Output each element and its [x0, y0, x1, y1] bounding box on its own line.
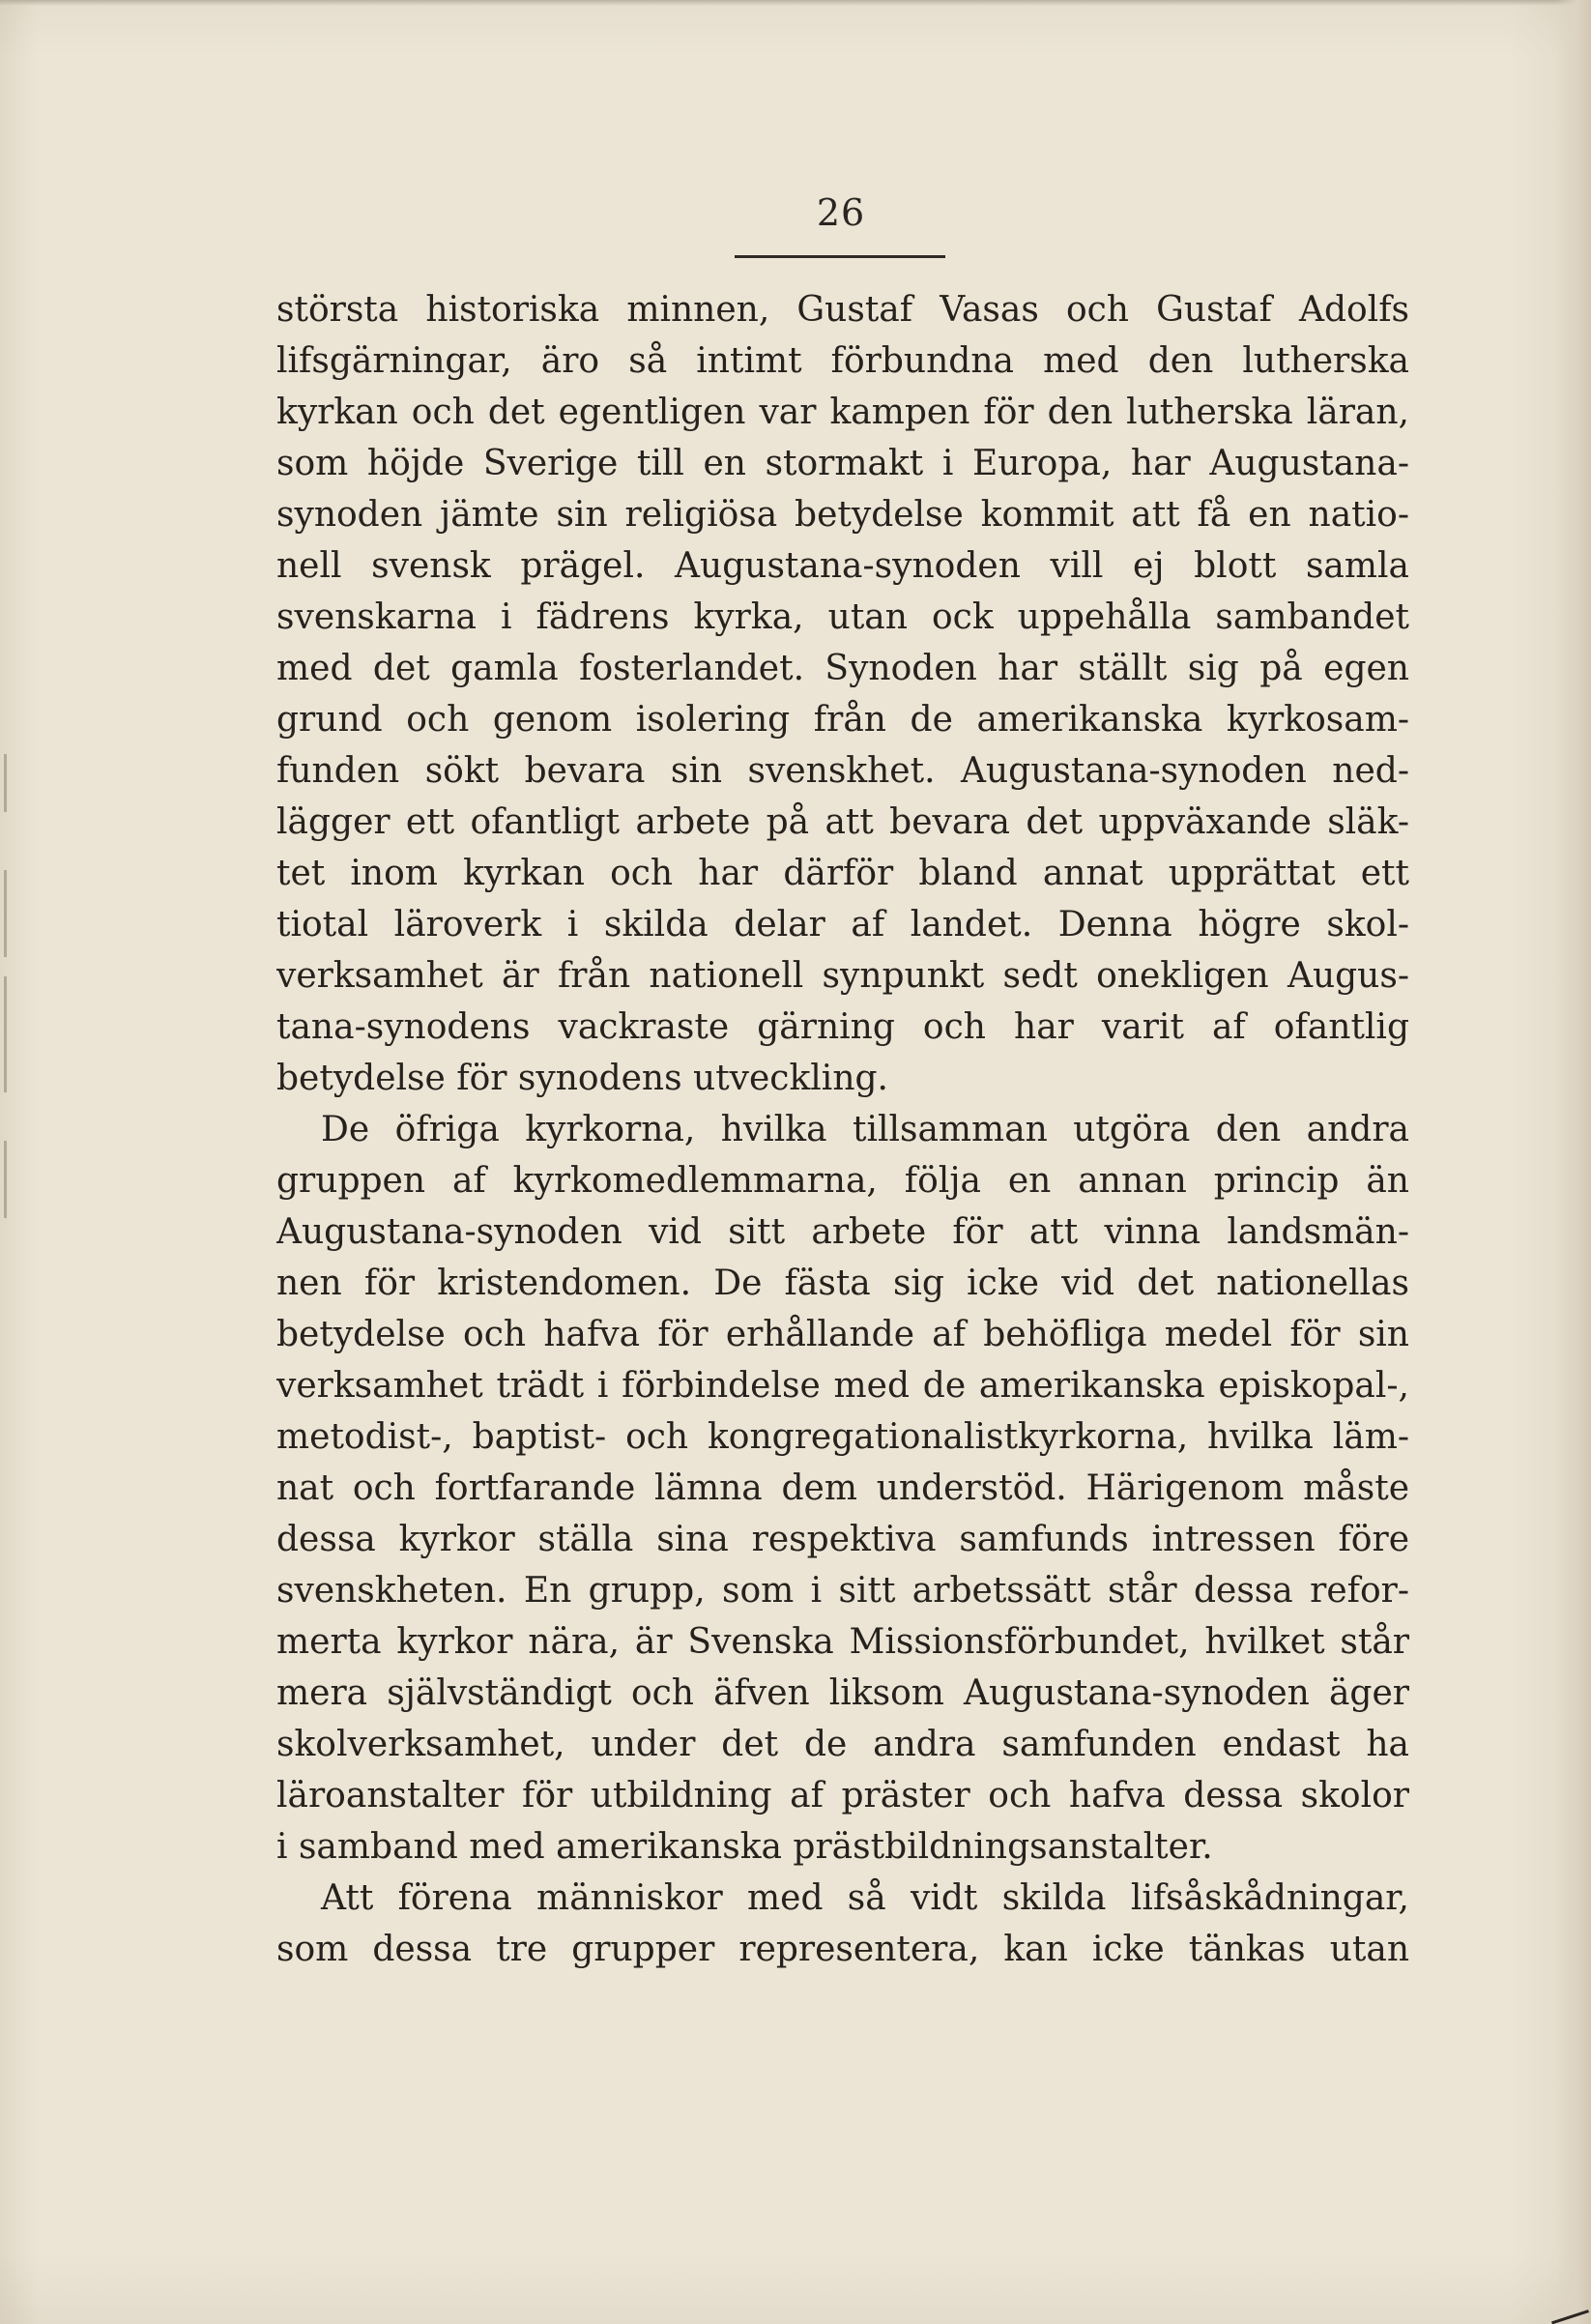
- page-top-edge: [0, 0, 1591, 6]
- text-line: tet inom kyrkan och har därför bland annat upprättat ett: [276, 854, 1409, 893]
- text-line: merta kyrkor nära, är Svenska Missionsförbundet, hvilket står: [276, 1622, 1409, 1662]
- text-line: som dessa tre grupper representera, kan icke tänkas utan: [276, 1930, 1409, 1969]
- text-line: synoden jämte sin religiösa betydelse kommit att få en natio-: [276, 495, 1409, 535]
- paragraph-start-line: Att förena människor med så vidt skilda lifsåskådningar,: [321, 1878, 1409, 1918]
- text-line: betydelse och hafva för erhållande af behöfliga medel för sin: [276, 1315, 1409, 1354]
- text-line: tana-synodens vackraste gärning och har varit af ofantlig: [276, 1007, 1409, 1047]
- text-line: funden sökt bevara sin svenskhet. Augustana-synoden ned-: [276, 751, 1409, 791]
- text-line: nat och fortfarande lämna dem understöd. Härigenom måste: [276, 1468, 1409, 1508]
- binding-mark: [4, 1141, 7, 1218]
- text-line: tiotal läroverk i skilda delar af landet. Denna högre skol-: [276, 905, 1409, 944]
- page-right-edge: [1556, 0, 1591, 2324]
- text-line: kyrkan och det egentligen var kampen för den lutherska läran,: [276, 392, 1409, 432]
- text-line: lägger ett ofantligt arbete på att bevara det uppväxande släk-: [276, 802, 1409, 842]
- binding-mark: [4, 754, 7, 812]
- text-line: svenskheten. En grupp, som i sitt arbetssätt står dessa refor-: [276, 1571, 1409, 1611]
- text-line: gruppen af kyrkomedlemmarna, följa en annan princip än: [276, 1161, 1409, 1201]
- text-line: läroanstalter för utbildning af präster och hafva dessa skolor: [276, 1776, 1409, 1816]
- text-line: svenskarna i fädrens kyrka, utan ock uppehålla sambandet: [276, 597, 1409, 637]
- paragraph-start-line: De öfriga kyrkorna, hvilka tillsamman utgöra den andra: [321, 1110, 1409, 1149]
- text-line: Augustana-synoden vid sitt arbete för att vinna landsmän-: [276, 1212, 1409, 1252]
- text-line: betydelse för synodens utveckling.: [276, 1059, 888, 1098]
- text-line: skolverksamhet, under det de andra samfunden endast ha: [276, 1725, 1409, 1764]
- text-line: med det gamla fosterlandet. Synoden har ställt sig på egen: [276, 649, 1409, 688]
- page-number-rule: [735, 255, 945, 258]
- text-line: lifsgärningar, äro så intimt förbundna med den lutherska: [276, 341, 1409, 381]
- text-line: i samband med amerikanska prästbildningsanstalter.: [276, 1827, 1213, 1867]
- text-line: nell svensk prägel. Augustana-synoden vill ej blott samla: [276, 546, 1409, 586]
- text-line: verksamhet är från nationell synpunkt sedt onekligen Augus-: [276, 956, 1409, 996]
- binding-mark: [4, 870, 7, 957]
- binding-mark: [4, 976, 7, 1092]
- text-line: mera självständigt och äfven liksom Augustana-synoden äger: [276, 1673, 1409, 1713]
- text-line: verksamhet trädt i förbindelse med de amerikanska episkopal-,: [276, 1366, 1409, 1406]
- text-line: största historiska minnen, Gustaf Vasas och Gustaf Adolfs: [276, 290, 1409, 330]
- body-text: [276, 284, 1409, 1975]
- text-line: som höjde Sverige till en stormakt i Europa, har Augustana-: [276, 444, 1409, 483]
- page-number: 26: [816, 191, 866, 234]
- text-line: dessa kyrkor ställa sina respektiva samfunds intressen före: [276, 1520, 1409, 1559]
- text-line: grund och genom isolering från de amerikanska kyrkosam-: [276, 700, 1409, 740]
- text-line: nen för kristendomen. De fästa sig icke vid det nationellas: [276, 1264, 1409, 1303]
- text-line: metodist-, baptist- och kongregationalistkyrkorna, hvilka läm-: [276, 1417, 1409, 1457]
